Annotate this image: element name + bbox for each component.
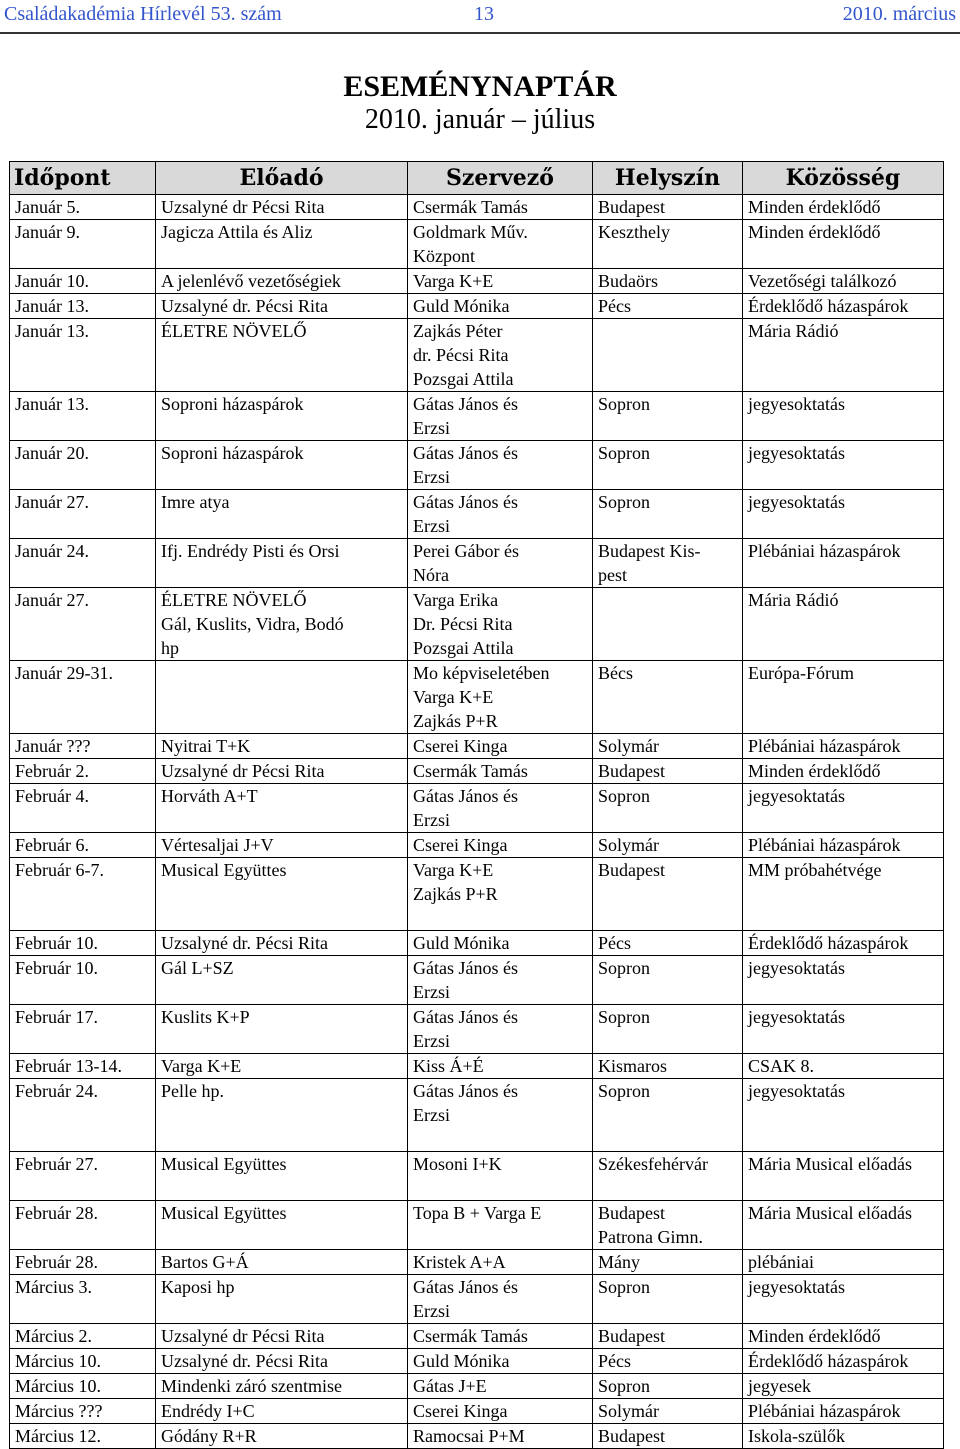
table-row: [10, 1424, 944, 1449]
cell-presenter: Soproni házaspárok: [156, 441, 408, 490]
cell-location: Sopron: [593, 1275, 743, 1324]
table-row: [10, 858, 944, 931]
table-row: [10, 269, 944, 294]
cell-organizer: Cserei Kinga: [408, 1399, 593, 1424]
cell-date: Február 28.: [10, 1201, 156, 1250]
cell-community: jegyesoktatás: [743, 1079, 944, 1152]
cell-date: Február 17.: [10, 1005, 156, 1054]
cell-community: CSAK 8.: [743, 1054, 944, 1079]
cell-community: Plébániai házaspárok: [743, 539, 944, 588]
page-title: ESEMÉNYNAPTÁR: [343, 70, 617, 103]
cell-date: Március 10.: [10, 1374, 156, 1399]
cell-presenter: Gódány R+R: [156, 1424, 408, 1449]
cell-location: Budapest: [593, 1324, 743, 1349]
cell-organizer: Kiss Á+É: [408, 1054, 593, 1079]
page-subtitle: 2010. január – július: [364, 104, 596, 135]
cell-presenter: Imre atya: [156, 490, 408, 539]
cell-date: Január 27.: [10, 490, 156, 539]
cell-presenter: Nyitrai T+K: [156, 734, 408, 759]
cell-location: Sopron: [593, 956, 743, 1005]
cell-organizer: Zajkás Péter dr. Pécsi Rita Pozsgai Attila: [408, 319, 593, 392]
cell-organizer: Gátas János és Erzsi: [408, 1005, 593, 1054]
cell-location: Pécs: [593, 1349, 743, 1374]
table-row: [10, 588, 944, 661]
cell-organizer: Gátas J+E: [408, 1374, 593, 1399]
cell-presenter: Ifj. Endrédy Pisti és Orsi: [156, 539, 408, 588]
cell-date: Február 10.: [10, 931, 156, 956]
cell-date: Január 13.: [10, 294, 156, 319]
cell-organizer: Cserei Kinga: [408, 734, 593, 759]
cell-presenter: Gál L+SZ: [156, 956, 408, 1005]
table-row: [10, 392, 944, 441]
cell-organizer: Mo képviseletében Varga K+E Zajkás P+R: [408, 661, 593, 734]
table-row: [10, 956, 944, 1005]
cell-location: Budapest Patrona Gimn.: [593, 1201, 743, 1250]
cell-presenter: Kaposi hp: [156, 1275, 408, 1324]
cell-organizer: Varga Erika Dr. Pécsi Rita Pozsgai Attila: [408, 588, 593, 661]
table-row: [10, 220, 944, 269]
table-body: [10, 195, 944, 1449]
cell-community: Plébániai házaspárok: [743, 1399, 944, 1424]
cell-organizer: Gátas János és Erzsi: [408, 1275, 593, 1324]
cell-location: Pécs: [593, 931, 743, 956]
newsletter-header: [0, 0, 960, 30]
cell-date: Február 24.: [10, 1079, 156, 1152]
cell-organizer: Csermák Tamás: [408, 1324, 593, 1349]
cell-organizer: Varga K+E: [408, 269, 593, 294]
cell-location: Sopron: [593, 1374, 743, 1399]
cell-presenter: Pelle hp.: [156, 1079, 408, 1152]
cell-location: Budapest: [593, 195, 743, 220]
cell-organizer: Ramocsai P+M: [408, 1424, 593, 1449]
cell-community: jegyesoktatás: [743, 956, 944, 1005]
cell-presenter: Uzsalyné dr Pécsi Rita: [156, 195, 408, 220]
cell-community: Iskola-szülők: [743, 1424, 944, 1449]
cell-community: jegyesoktatás: [743, 441, 944, 490]
cell-organizer: Mosoni I+K: [408, 1152, 593, 1201]
column-header-organizer: Szervező: [408, 162, 593, 195]
cell-community: jegyesoktatás: [743, 490, 944, 539]
cell-presenter: Mindenki záró szentmise: [156, 1374, 408, 1399]
cell-location: Solymár: [593, 833, 743, 858]
table-header-row: [10, 162, 944, 195]
cell-presenter: Jagicza Attila és Aliz: [156, 220, 408, 269]
table-row: [10, 734, 944, 759]
column-header-date: Időpont: [10, 162, 156, 195]
cell-presenter: Horváth A+T: [156, 784, 408, 833]
cell-date: Január 9.: [10, 220, 156, 269]
cell-location: Budaörs: [593, 269, 743, 294]
table-row: [10, 1275, 944, 1324]
cell-organizer: Kristek A+A: [408, 1250, 593, 1275]
cell-presenter: ÉLETRE NÖVELŐ: [156, 319, 408, 392]
cell-community: Plébániai házaspárok: [743, 734, 944, 759]
cell-presenter: Musical Együttes: [156, 858, 408, 931]
cell-community: Érdeklődő házaspárok: [743, 931, 944, 956]
cell-date: Március 3.: [10, 1275, 156, 1324]
cell-location: Székesfehérvár: [593, 1152, 743, 1201]
cell-date: Január ???: [10, 734, 156, 759]
cell-location: Sopron: [593, 784, 743, 833]
cell-location: Pécs: [593, 294, 743, 319]
cell-presenter: Musical Együttes: [156, 1152, 408, 1201]
cell-presenter: Vértesaljai J+V: [156, 833, 408, 858]
cell-location: Budapest Kis- pest: [593, 539, 743, 588]
cell-organizer: Gátas János és Erzsi: [408, 1079, 593, 1152]
cell-community: jegyesoktatás: [743, 1005, 944, 1054]
cell-organizer: Varga K+E Zajkás P+R: [408, 858, 593, 931]
cell-community: Európa-Fórum: [743, 661, 944, 734]
cell-date: Február 13-14.: [10, 1054, 156, 1079]
table-row: [10, 1079, 944, 1152]
cell-location: [593, 319, 743, 392]
cell-organizer: Topa B + Varga E: [408, 1201, 593, 1250]
table-row: [10, 931, 944, 956]
cell-community: Mária Musical előadás: [743, 1201, 944, 1250]
table-row: [10, 759, 944, 784]
cell-location: [593, 588, 743, 661]
cell-organizer: Gátas János és Erzsi: [408, 956, 593, 1005]
table-row: [10, 833, 944, 858]
cell-location: Solymár: [593, 1399, 743, 1424]
cell-location: Bécs: [593, 661, 743, 734]
cell-community: Érdeklődő házaspárok: [743, 294, 944, 319]
cell-date: Január 10.: [10, 269, 156, 294]
cell-location: Solymár: [593, 734, 743, 759]
cell-date: Március 12.: [10, 1424, 156, 1449]
event-table: [9, 161, 944, 1449]
issue-date: 2010. március: [842, 3, 956, 25]
cell-presenter: [156, 661, 408, 734]
table-row: [10, 490, 944, 539]
cell-location: Mány: [593, 1250, 743, 1275]
cell-community: MM próbahétvége: [743, 858, 944, 931]
cell-community: Minden érdeklődő: [743, 195, 944, 220]
cell-organizer: Guld Mónika: [408, 294, 593, 319]
cell-community: jegyesoktatás: [743, 784, 944, 833]
cell-location: Keszthely: [593, 220, 743, 269]
cell-presenter: Musical Együttes: [156, 1201, 408, 1250]
column-header-location: Helyszín: [593, 162, 743, 195]
table-row: [10, 1054, 944, 1079]
cell-community: jegyesoktatás: [743, 1275, 944, 1324]
cell-location: Sopron: [593, 392, 743, 441]
cell-presenter: Uzsalyné dr. Pécsi Rita: [156, 1349, 408, 1374]
table-row: [10, 1201, 944, 1250]
cell-location: Budapest: [593, 1424, 743, 1449]
table-row: [10, 1152, 944, 1201]
cell-organizer: Gátas János és Erzsi: [408, 490, 593, 539]
table-row: [10, 539, 944, 588]
cell-location: Sopron: [593, 1079, 743, 1152]
page-number: 13: [474, 3, 494, 25]
table-row: [10, 784, 944, 833]
cell-date: Február 28.: [10, 1250, 156, 1275]
table-row: [10, 1399, 944, 1424]
cell-presenter: Uzsalyné dr. Pécsi Rita: [156, 294, 408, 319]
header-rule: [0, 32, 960, 34]
cell-organizer: Csermák Tamás: [408, 195, 593, 220]
cell-date: Január 29-31.: [10, 661, 156, 734]
cell-community: Plébániai házaspárok: [743, 833, 944, 858]
cell-organizer: Gátas János és Erzsi: [408, 784, 593, 833]
cell-date: Február 6-7.: [10, 858, 156, 931]
cell-presenter: Uzsalyné dr. Pécsi Rita: [156, 931, 408, 956]
cell-presenter: Varga K+E: [156, 1054, 408, 1079]
table-row: [10, 294, 944, 319]
cell-date: Március ???: [10, 1399, 156, 1424]
cell-location: Sopron: [593, 490, 743, 539]
cell-location: Budapest: [593, 858, 743, 931]
column-header-presenter: Előadó: [156, 162, 408, 195]
cell-date: Február 27.: [10, 1152, 156, 1201]
table-row: [10, 441, 944, 490]
cell-organizer: Perei Gábor és Nóra: [408, 539, 593, 588]
cell-organizer: Gátas János és Erzsi: [408, 392, 593, 441]
cell-date: Január 13.: [10, 392, 156, 441]
cell-community: Mária Rádió: [743, 319, 944, 392]
cell-date: Február 10.: [10, 956, 156, 1005]
cell-presenter: A jelenlévő vezetőségiek: [156, 269, 408, 294]
newsletter-name: Családakadémia Hírlevél 53. szám: [4, 3, 282, 25]
cell-presenter: ÉLETRE NÖVELŐ Gál, Kuslits, Vidra, Bodó hp: [156, 588, 408, 661]
table-row: [10, 195, 944, 220]
cell-presenter: Bartos G+Á: [156, 1250, 408, 1275]
table-row: [10, 319, 944, 392]
cell-date: Március 2.: [10, 1324, 156, 1349]
cell-community: jegyesek: [743, 1374, 944, 1399]
cell-location: Sopron: [593, 1005, 743, 1054]
cell-organizer: Guld Mónika: [408, 931, 593, 956]
cell-organizer: Gátas János és Erzsi: [408, 441, 593, 490]
table-row: [10, 1250, 944, 1275]
cell-location: Budapest: [593, 759, 743, 784]
cell-community: Minden érdeklődő: [743, 1324, 944, 1349]
cell-date: Február 4.: [10, 784, 156, 833]
cell-organizer: Goldmark Műv. Központ: [408, 220, 593, 269]
cell-date: Január 5.: [10, 195, 156, 220]
cell-date: Január 24.: [10, 539, 156, 588]
cell-community: Mária Musical előadás: [743, 1152, 944, 1201]
cell-community: Vezetőségi találkozó: [743, 269, 944, 294]
cell-presenter: Endrédy I+C: [156, 1399, 408, 1424]
table-row: [10, 1349, 944, 1374]
column-header-community: Közösség: [743, 162, 944, 195]
cell-community: Minden érdeklődő: [743, 220, 944, 269]
cell-date: Február 6.: [10, 833, 156, 858]
cell-date: Március 10.: [10, 1349, 156, 1374]
cell-presenter: Kuslits K+P: [156, 1005, 408, 1054]
cell-community: jegyesoktatás: [743, 392, 944, 441]
cell-presenter: Uzsalyné dr Pécsi Rita: [156, 1324, 408, 1349]
cell-presenter: Uzsalyné dr Pécsi Rita: [156, 759, 408, 784]
cell-date: Január 27.: [10, 588, 156, 661]
cell-organizer: Cserei Kinga: [408, 833, 593, 858]
table-row: [10, 1324, 944, 1349]
cell-community: plébániai: [743, 1250, 944, 1275]
cell-presenter: Soproni házaspárok: [156, 392, 408, 441]
cell-location: Kismaros: [593, 1054, 743, 1079]
cell-organizer: Csermák Tamás: [408, 759, 593, 784]
table-row: [10, 661, 944, 734]
cell-location: Sopron: [593, 441, 743, 490]
cell-community: Minden érdeklődő: [743, 759, 944, 784]
table-row: [10, 1374, 944, 1399]
table-row: [10, 1005, 944, 1054]
cell-date: Január 13.: [10, 319, 156, 392]
cell-community: Mária Rádió: [743, 588, 944, 661]
cell-community: Érdeklődő házaspárok: [743, 1349, 944, 1374]
cell-date: Február 2.: [10, 759, 156, 784]
cell-date: Január 20.: [10, 441, 156, 490]
cell-organizer: Guld Mónika: [408, 1349, 593, 1374]
